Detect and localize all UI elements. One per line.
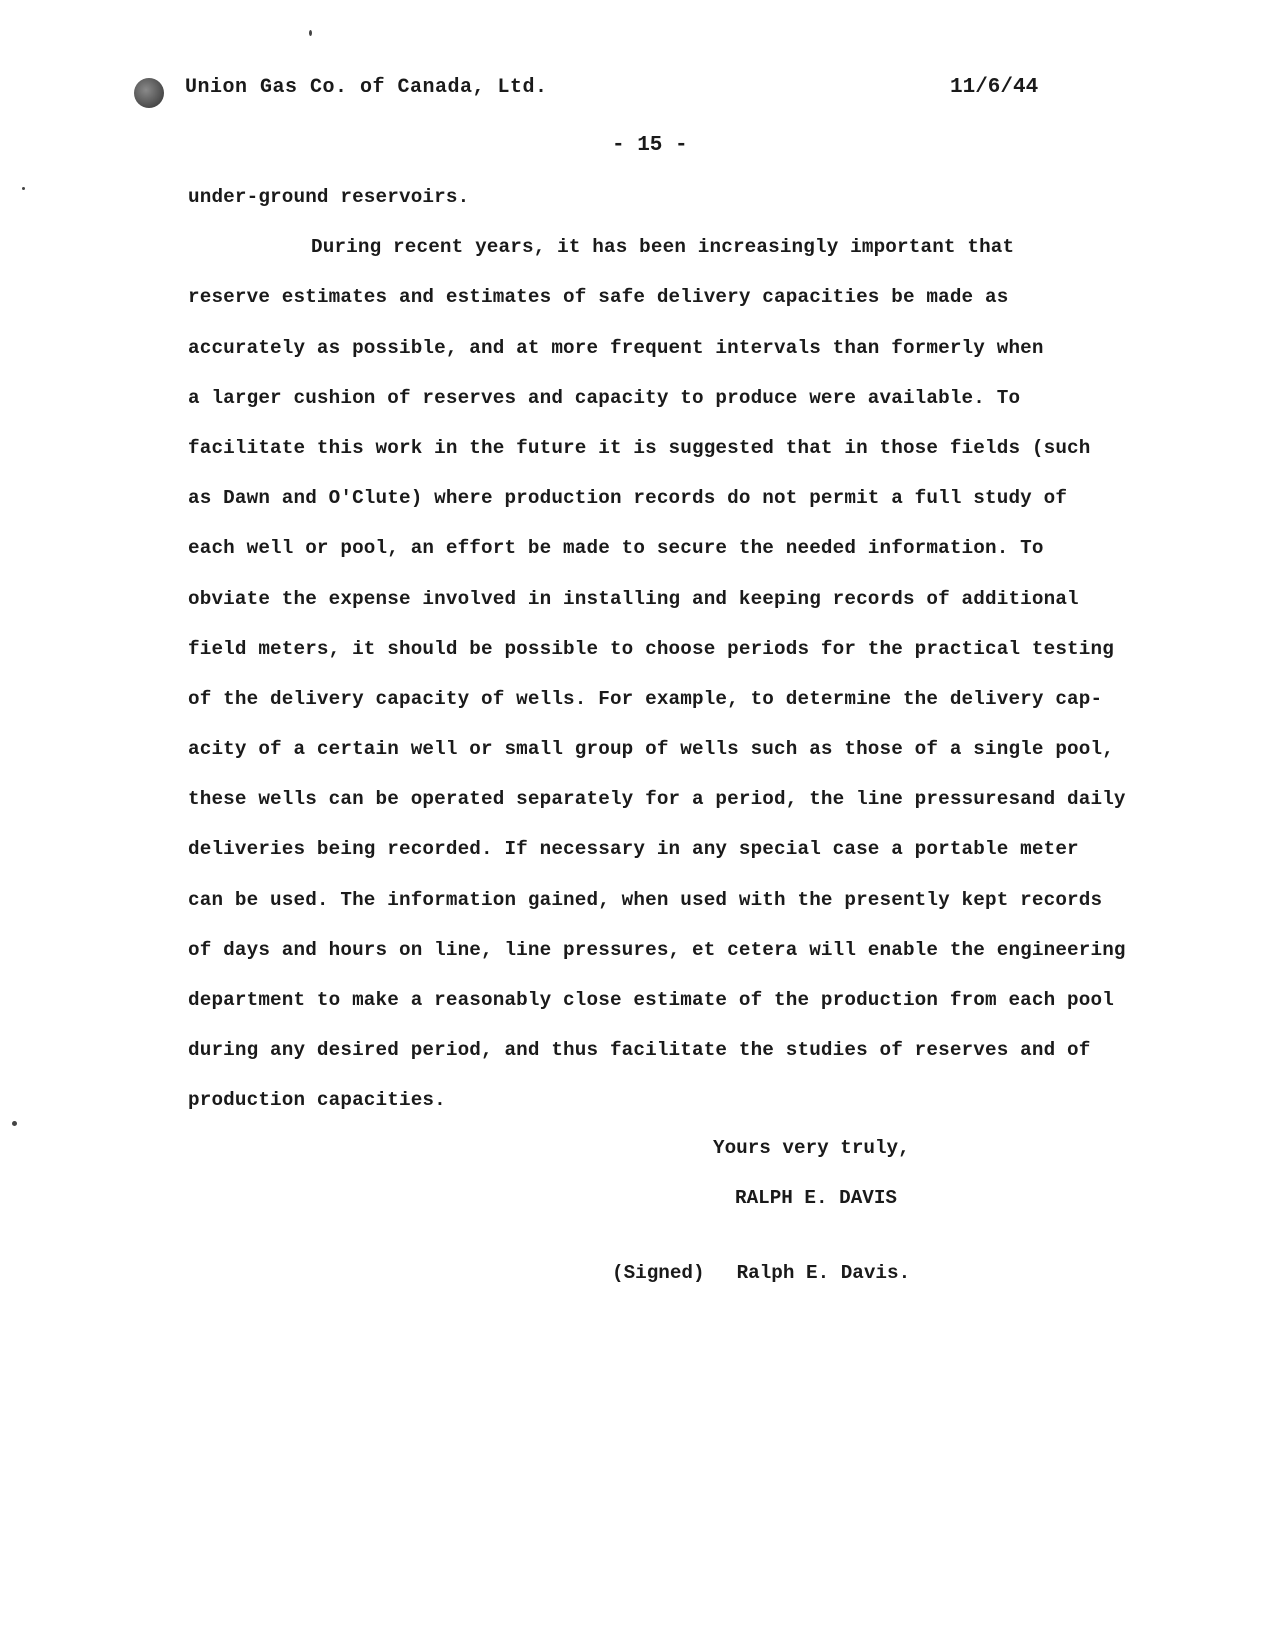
body-line: a larger cushion of reserves and capacity to produce were available. To (188, 386, 1021, 409)
body-line: can be used. The information gained, when used with the presently kept records (188, 888, 1103, 911)
signed-label: (Signed) (612, 1262, 705, 1284)
body-line: these wells can be operated separately for a period, the line pressuresand daily (188, 788, 1126, 811)
body-line: facilitate this work in the future it is suggested that in those fields (such (188, 436, 1091, 459)
body-line: each well or pool, an effort be made to secure the needed information. To (188, 537, 1044, 560)
speck-mark (309, 30, 312, 36)
punch-hole (134, 78, 164, 108)
body-line: production capacities. (188, 1089, 446, 1112)
body-line: deliveries being recorded. If necessary in any special case a portable meter (188, 838, 1079, 861)
body-line: obviate the expense involved in installing and keeping records of additional (188, 587, 1079, 610)
closing-salutation: Yours very truly, (713, 1137, 910, 1159)
page-number: - 15 - (612, 134, 688, 157)
speck-mark (22, 187, 25, 190)
body-line: of the delivery capacity of wells. For example, to determine the delivery cap- (188, 687, 1103, 710)
speck-mark (12, 1121, 17, 1126)
body-line: department to make a reasonably close estimate of the production from each pool (188, 989, 1114, 1011)
body-line: field meters, it should be possible to choose periods for the practical testing (188, 637, 1114, 660)
letter-body (188, 180, 1198, 1134)
body-line: of days and hours on line, line pressures, et cetera will enable the engineering (188, 938, 1126, 961)
body-line: under-ground reservoirs. (188, 186, 470, 208)
body-line: during any desired period, and thus facilitate the studies of reserves and of (188, 1039, 1091, 1062)
signed-name: Ralph E. Davis. (736, 1262, 911, 1284)
body-line: reserve estimates and estimates of safe delivery capacities be made as (188, 286, 1009, 309)
body-line: accurately as possible, and at more frequent intervals than formerly when (188, 336, 1044, 359)
letter-date: 11/6/44 (950, 76, 1039, 99)
signer-name: RALPH E. DAVIS (735, 1187, 897, 1209)
signature-line (612, 1262, 910, 1284)
body-line: as Dawn and O'Clute) where production records do not permit a full study of (188, 487, 1068, 510)
body-line: acity of a certain well or small group of wells such as those of a single pool, (188, 738, 1114, 761)
body-line: During recent years, it has been increasingly important that (311, 236, 1015, 259)
company-name: Union Gas Co. of Canada, Ltd. (185, 76, 548, 99)
